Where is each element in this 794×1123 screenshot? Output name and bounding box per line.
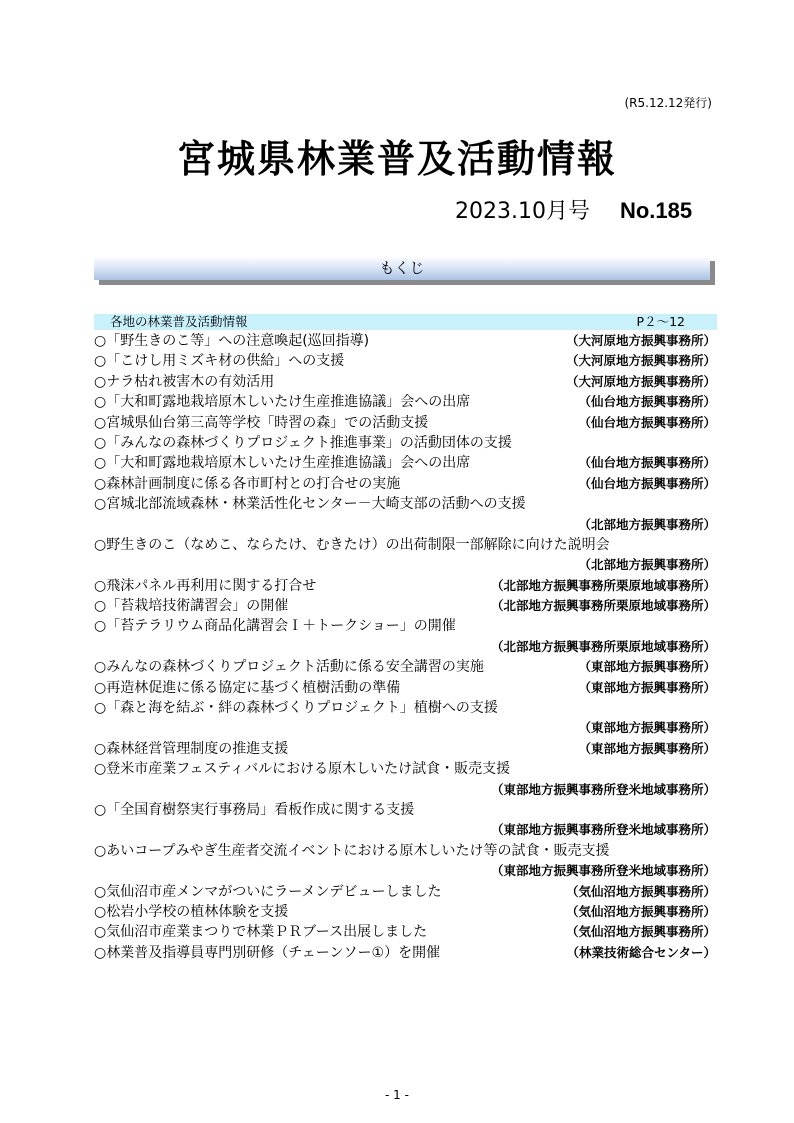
toc-item-office: （仙台地方振興事務所） bbox=[578, 414, 716, 430]
toc-item-office: （北部地方振興事務所栗原地域事務所） bbox=[490, 598, 716, 614]
toc-item-title: ○「みんなの森林づくりプロジェクト推進事業」の活動団体の支援 bbox=[94, 434, 512, 451]
toc-section-header bbox=[94, 314, 717, 330]
toc-item-title: ○みんなの森林づくりプロジェクト活動に係る安全講習の実施 bbox=[94, 659, 484, 676]
toc-item-office: （大河原地方振興事務所） bbox=[565, 353, 716, 369]
toc-item-title: ○森林経営管理制度の推進支援 bbox=[94, 740, 289, 757]
toc-item-title: ○あいコープみやぎ生産者交流イベントにおける原木しいたけ等の試食・販売支援 bbox=[94, 842, 610, 859]
toc-row bbox=[94, 657, 720, 677]
toc-item-office: （仙台地方振興事務所） bbox=[578, 394, 716, 410]
toc-item-office: （仙台地方振興事務所） bbox=[578, 455, 716, 471]
toc-row bbox=[94, 515, 720, 535]
toc-item-title: ○林業普及指導員専門別研修（チェーンソー①）を開催 bbox=[94, 944, 441, 961]
toc-row bbox=[94, 535, 720, 555]
toc-item-office: （大河原地方振興事務所） bbox=[565, 333, 716, 348]
toc-row bbox=[94, 331, 720, 351]
toc-item-office: （東部地方振興事務所） bbox=[578, 679, 716, 695]
toc-row bbox=[94, 861, 720, 881]
toc-row bbox=[94, 494, 720, 514]
toc-item-office: （北部地方振興事務所） bbox=[578, 516, 716, 532]
toc-row bbox=[94, 413, 720, 433]
toc-row bbox=[94, 616, 720, 636]
toc-row bbox=[94, 596, 720, 616]
toc-item-title: ○「苔栽培技術講習会」の開催 bbox=[94, 598, 289, 615]
toc-item-title: ○登米市産業フェスティバルにおける原木しいたけ試食・販売支援 bbox=[94, 761, 511, 778]
toc-item-office: （北部地方振興事務所栗原地域事務所） bbox=[490, 638, 716, 654]
toc-item-title: ○「大和町露地栽培原木しいたけ生産推進協議」会への出席 bbox=[94, 455, 471, 472]
toc-item-title: ○「こけし用ミズキ材の供給」への支援 bbox=[94, 353, 345, 370]
issue-date: (R5.12.12発行) bbox=[624, 96, 712, 110]
page-number: - 1 - bbox=[385, 1088, 409, 1102]
toc-row bbox=[94, 453, 720, 473]
toc-item-title: ○気仙沼市産メンマがついにラーメンデビューしました bbox=[94, 883, 442, 900]
issue-month: 2023.10月号 bbox=[455, 199, 590, 224]
toc-item-office: （東部地方振興事務所登米地域事務所） bbox=[490, 822, 716, 838]
toc-item-title: ○気仙沼市産業まつりで林業ＰＲブース出展しました bbox=[94, 924, 428, 941]
toc-row bbox=[94, 800, 720, 820]
toc-list bbox=[94, 331, 720, 963]
toc-row bbox=[94, 943, 720, 963]
toc-item-title: ○森林計画制度に係る各市町村との打合せの実施 bbox=[94, 475, 401, 492]
toc-row bbox=[94, 759, 720, 779]
toc-row bbox=[94, 351, 720, 371]
toc-item-title: ○宮城県仙台第三高等学校「時習の森」での活動支援 bbox=[94, 414, 429, 431]
toc-item-office: （林業技術総合センター） bbox=[566, 944, 716, 960]
toc-row bbox=[94, 820, 720, 840]
issue-line bbox=[455, 194, 692, 225]
toc-row bbox=[94, 739, 720, 759]
toc-row bbox=[94, 922, 720, 942]
toc-row bbox=[94, 555, 720, 575]
toc-row bbox=[94, 718, 720, 738]
toc-item-office: （気仙沼地方振興事務所） bbox=[565, 903, 716, 919]
toc-item-office: （東部地方振興事務所） bbox=[578, 720, 716, 736]
toc-item-office: （気仙沼地方振興事務所） bbox=[565, 924, 716, 940]
toc-row bbox=[94, 678, 720, 698]
page-title: 宮城県林業普及活動情報 bbox=[176, 137, 617, 181]
toc-item-office: （北部地方振興事務所） bbox=[578, 557, 716, 573]
toc-item-title: ○野生きのこ（なめこ、ならたけ、むきたけ）の出荷制限一部解除に向けた説明会 bbox=[94, 536, 610, 553]
toc-item-title: ○飛沫パネル再利用に関する打合せ bbox=[94, 577, 317, 594]
toc-row bbox=[94, 474, 720, 494]
toc-row bbox=[94, 637, 720, 657]
issue-number: No.185 bbox=[619, 198, 693, 223]
toc-item-office: （東部地方振興事務所登米地域事務所） bbox=[490, 863, 716, 879]
toc-row bbox=[94, 841, 720, 861]
toc-row bbox=[94, 780, 720, 800]
toc-item-title: ○「森と海を結ぶ・絆の森林づくりプロジェクト」植樹への支援 bbox=[94, 700, 498, 717]
toc-row bbox=[94, 433, 720, 453]
toc-item-office: （東部地方振興事務所） bbox=[578, 659, 716, 675]
toc-item-office: （東部地方振興事務所） bbox=[578, 740, 716, 756]
toc-item-title: ○「全国育樹祭実行事務局」看板作成に関する支援 bbox=[94, 801, 415, 818]
toc-row bbox=[94, 576, 720, 596]
toc-item-title: ○「野生きのこ等」への注意喚起(巡回指導) bbox=[94, 333, 370, 349]
toc-item-title: ○ナラ枯れ被害木の有効活用 bbox=[94, 373, 275, 390]
toc-item-title: ○「苔テラリウム商品化講習会Ｉ＋トークショー」の開催 bbox=[94, 618, 456, 635]
toc-item-title: ○松岩小学校の植林体験を支援 bbox=[94, 903, 289, 920]
toc-item-office: （大河原地方振興事務所） bbox=[565, 373, 716, 389]
toc-row bbox=[94, 902, 720, 922]
toc-banner: もくじ bbox=[94, 256, 710, 280]
toc-row bbox=[94, 392, 720, 412]
toc-item-title: ○宮城北部流域森林・林業活性化センター－大崎支部の活動への支援 bbox=[94, 496, 526, 513]
toc-row bbox=[94, 882, 720, 902]
toc-item-office: （北部地方振興事務所栗原地域事務所） bbox=[490, 577, 716, 593]
section-label: 各地の林業普及活動情報 bbox=[110, 314, 248, 329]
toc-item-office: （仙台地方振興事務所） bbox=[578, 475, 716, 491]
section-pages: P２～12 bbox=[636, 314, 685, 329]
toc-item-title: ○「大和町露地栽培原木しいたけ生産推進協議」会への出席 bbox=[94, 394, 471, 411]
toc-row bbox=[94, 698, 720, 718]
toc-item-office: （気仙沼地方振興事務所） bbox=[565, 883, 716, 899]
toc-row bbox=[94, 372, 720, 392]
toc-item-office: （東部地方振興事務所登米地域事務所） bbox=[490, 781, 716, 797]
toc-item-title: ○再造林促進に係る協定に基づく植樹活動の準備 bbox=[94, 679, 401, 696]
